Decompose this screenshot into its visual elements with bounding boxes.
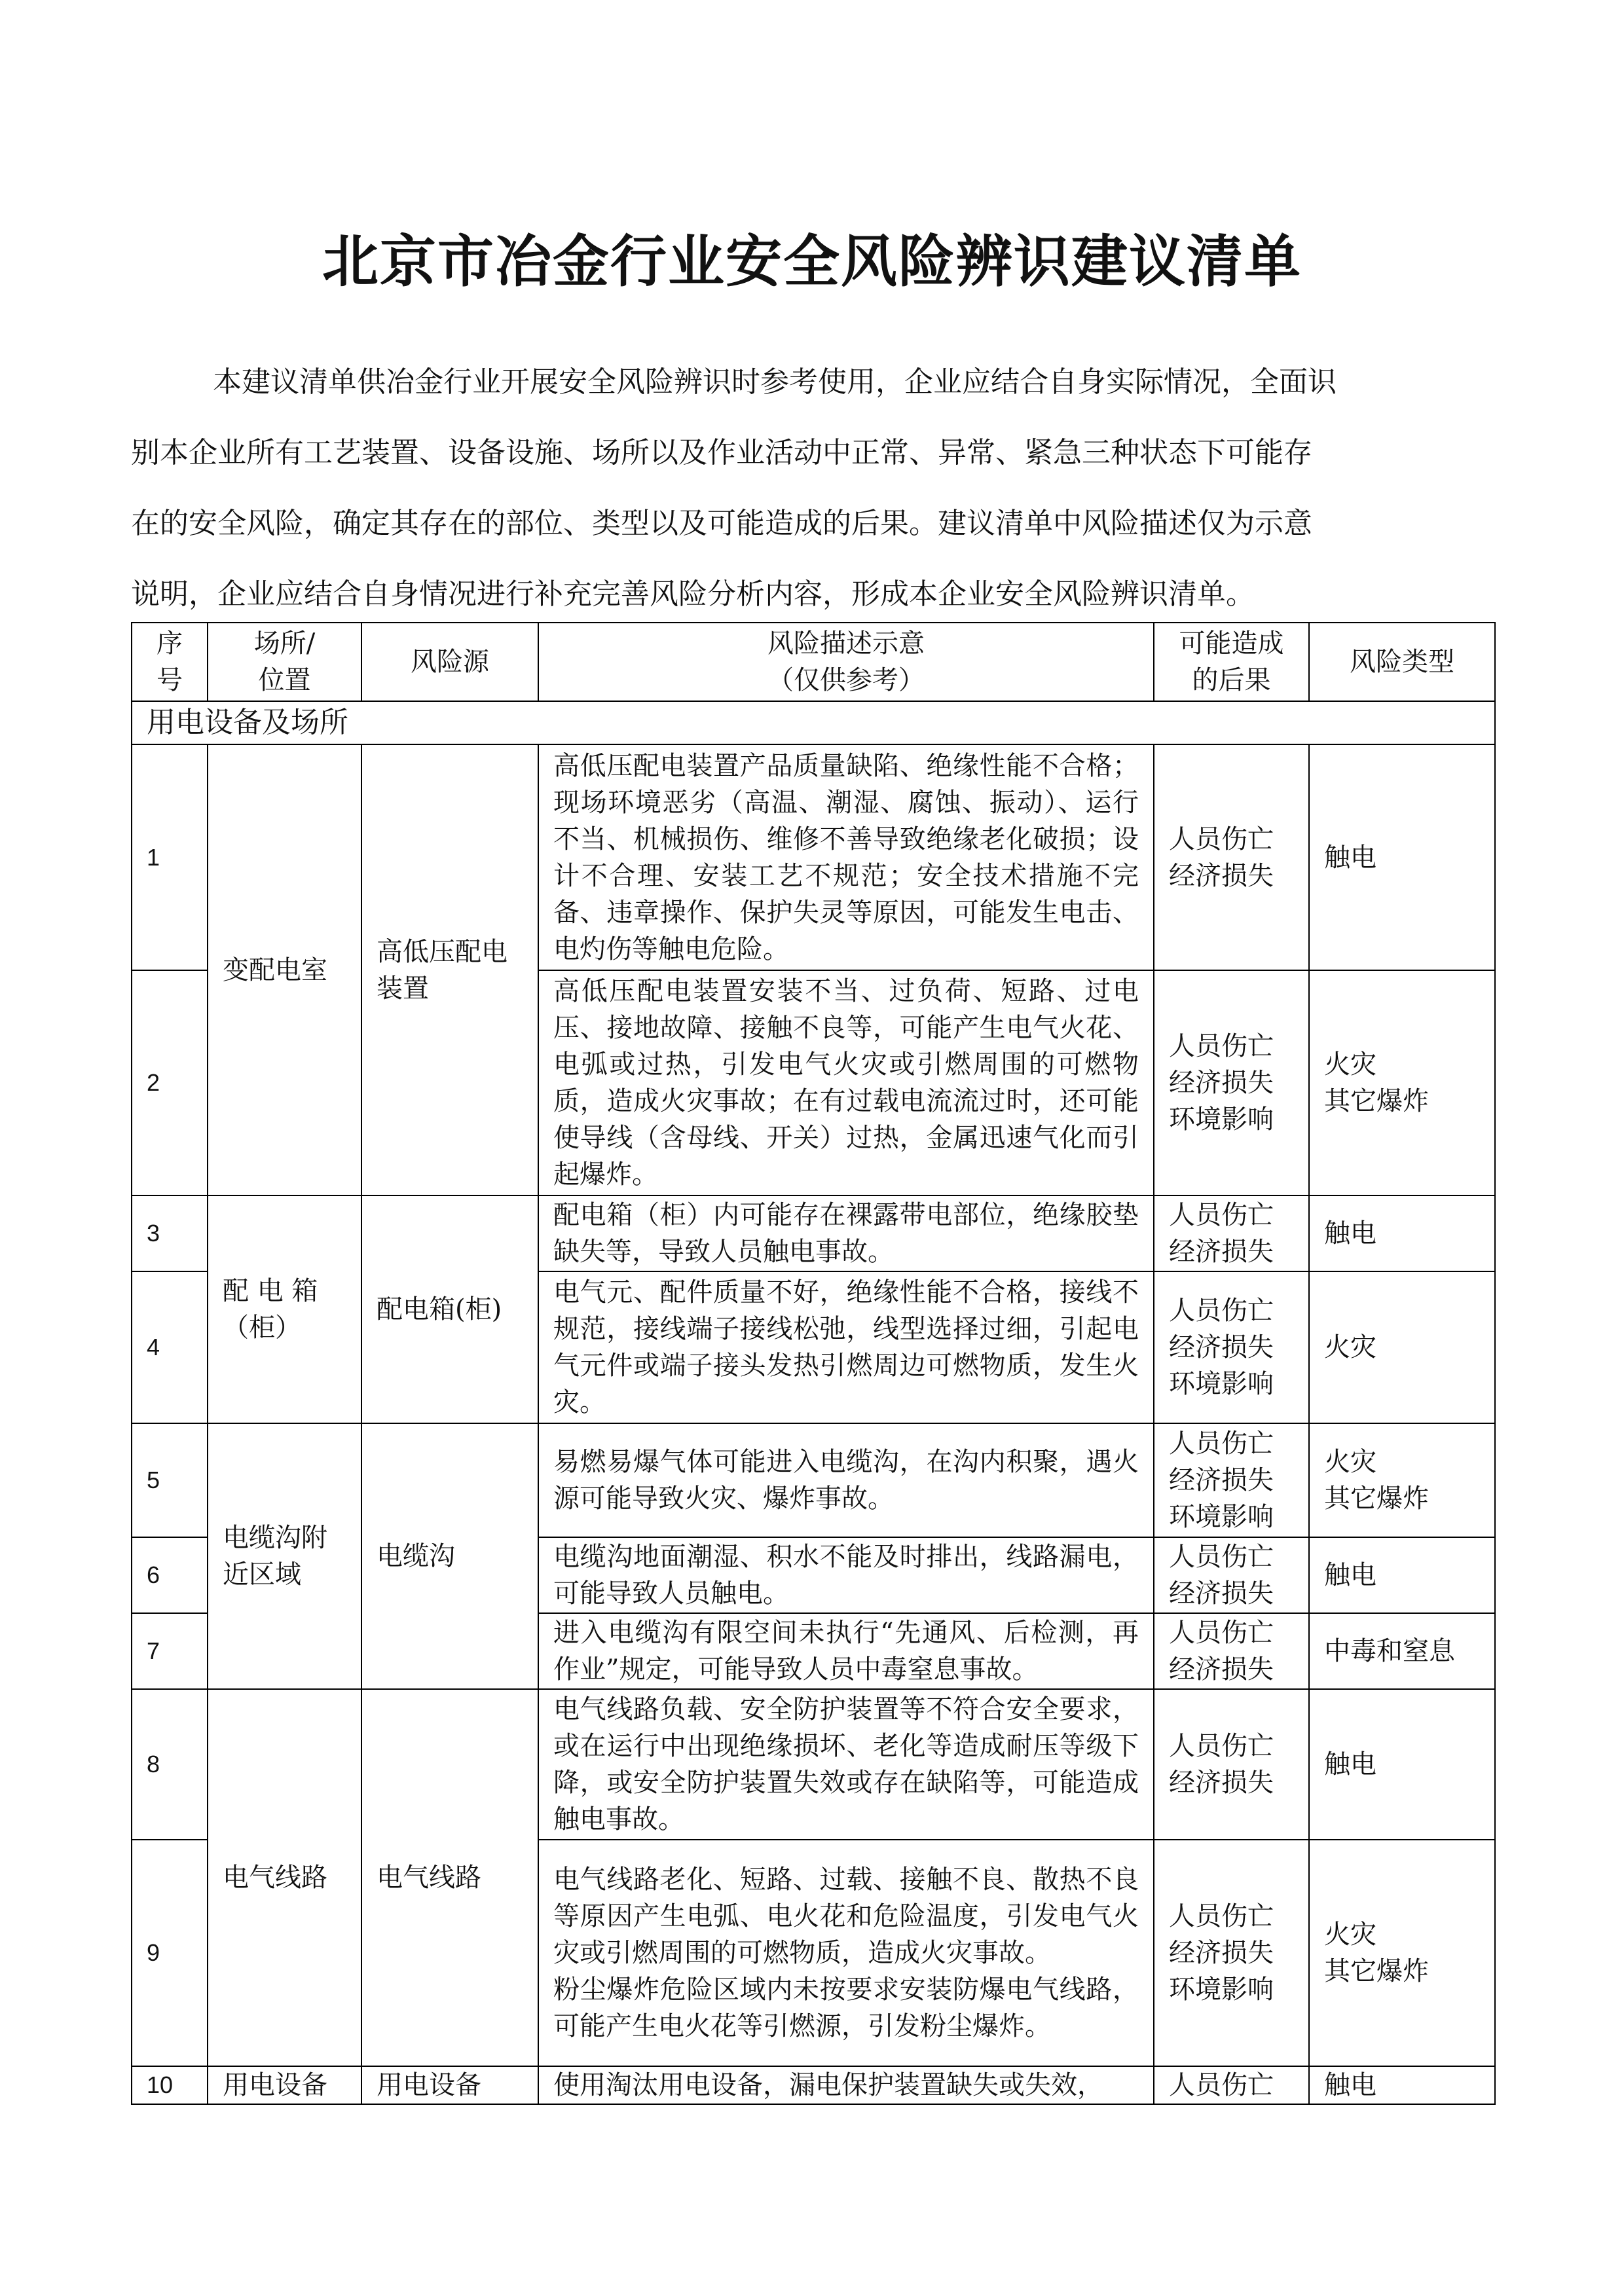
- intro-line: 在的安全风险，确定其存在的部位、类型以及可能造成的后果。建议清单中风险描述仅为示意: [131, 507, 1312, 540]
- section-title: 用电设备及场所: [132, 701, 1495, 744]
- table-row: [132, 744, 1495, 970]
- row-seq: 3: [132, 1195, 208, 1271]
- row-seq: 2: [132, 970, 208, 1195]
- row-description: 电气线路负载、安全防护装置等不符合安全要求，或在运行中出现绝缘损坏、老化等造成耐压等级下降，或安全防护装置失效或存在缺陷等，可能造成触电事故。: [538, 1689, 1154, 1840]
- table-row: [132, 1195, 1495, 1271]
- row-seq: 7: [132, 1613, 208, 1689]
- row-risk-source: 电缆沟: [361, 1423, 538, 1689]
- row-seq: 5: [132, 1423, 208, 1537]
- row-description: 配电箱（柜）内可能存在裸露带电部位，绝缘胶垫缺失等，导致人员触电事故。: [538, 1195, 1154, 1271]
- row-seq: 8: [132, 1689, 208, 1840]
- row-risk-type: 触电: [1309, 1195, 1495, 1271]
- row-consequence: 人员伤亡: [1154, 2066, 1309, 2104]
- row-risk-type: 触电: [1309, 2066, 1495, 2104]
- row-location: 配 电 箱 （柜）: [208, 1195, 361, 1423]
- row-risk-type: 火灾: [1309, 1271, 1495, 1423]
- row-risk-source: 用电设备: [361, 2066, 538, 2104]
- row-description: 高低压配电装置产品质量缺陷、绝缘性能不合格；现场环境恶劣（高温、潮湿、腐蚀、振动）、运行不当、机械损伤、维修不善导致绝缘老化破损；设计不合理、安装工艺不规范；安全技术措施不完备、违章操作、保护失灵等原因，可能发生电击、电灼伤等触电危险。: [538, 744, 1154, 970]
- row-seq: 6: [132, 1537, 208, 1613]
- row-location: 电气线路: [208, 1689, 361, 2066]
- row-description: 易燃易爆气体可能进入电缆沟，在沟内积聚，遇火源可能导致火灾、爆炸事故。: [538, 1423, 1154, 1537]
- header-risk-source: 风险源: [361, 623, 538, 701]
- row-description: 高低压配电装置安装不当、过负荷、短路、过电压、接地故障、接触不良等，可能产生电气火花、电弧或过热，引发电气火灾或引燃周围的可燃物质，造成火灾事故；在有过载电流流过时，还可能使导线（含母线、开关）过热，金属迅速气化而引起爆炸。: [538, 970, 1154, 1195]
- header-location: 场所/ 位置: [208, 623, 361, 701]
- intro-line: 别本企业所有工艺装置、设备设施、场所以及作业活动中正常、异常、紧急三种状态下可能存: [131, 436, 1312, 469]
- table-row: [132, 2066, 1495, 2104]
- document-title: 北京市冶金行业安全风险辨识建议清单: [322, 229, 1302, 295]
- row-risk-source: 配电箱(柜): [361, 1195, 538, 1423]
- header-risk-description: 风险描述示意 （仅供参考）: [538, 623, 1154, 701]
- row-risk-type: 火灾 其它爆炸: [1309, 970, 1495, 1195]
- row-consequence: 人员伤亡 经济损失 环境影响: [1154, 1840, 1309, 2066]
- row-location: 用电设备: [208, 2066, 361, 2104]
- row-risk-type: 触电: [1309, 1537, 1495, 1613]
- row-description: 进入电缆沟有限空间未执行“先通风、后检测，再作业”规定，可能导致人员中毒窒息事故。: [538, 1613, 1154, 1689]
- intro-line: 本建议清单供冶金行业开展安全风险辨识时参考使用，企业应结合自身实际情况，全面识: [213, 365, 1337, 399]
- row-consequence: 人员伤亡 经济损失 环境影响: [1154, 1423, 1309, 1537]
- row-description: 使用淘汰用电设备，漏电保护装置缺失或失效，: [538, 2066, 1154, 2104]
- header-consequence: 可能造成 的后果: [1154, 623, 1309, 701]
- row-description: 电气线路老化、短路、过载、接触不良、散热不良等原因产生电弧、电火花和危险温度，引发电气火灾或引燃周围的可燃物质，造成火灾事故。 粉尘爆炸危险区域内未按要求安装防爆电气线路，可能产生电火花等引燃源，引发粉尘爆炸。: [538, 1840, 1154, 2066]
- row-risk-type: 火灾 其它爆炸: [1309, 1840, 1495, 2066]
- row-seq: 10: [132, 2066, 208, 2104]
- row-consequence: 人员伤亡 经济损失 环境影响: [1154, 1271, 1309, 1423]
- row-consequence: 人员伤亡 经济损失: [1154, 1537, 1309, 1613]
- row-seq: 1: [132, 744, 208, 970]
- row-consequence: 人员伤亡 经济损失: [1154, 1689, 1309, 1840]
- row-consequence: 人员伤亡 经济损失: [1154, 744, 1309, 970]
- table-row: [132, 1423, 1495, 1537]
- row-risk-source: 高低压配电 装置: [361, 744, 538, 1195]
- risk-table: [131, 622, 1496, 2105]
- intro-paragraph: [131, 347, 1493, 630]
- section-row: [132, 701, 1495, 744]
- row-location: 电缆沟附 近区域: [208, 1423, 361, 1689]
- header-risk-type: 风险类型: [1309, 623, 1495, 701]
- row-risk-type: 触电: [1309, 1689, 1495, 1840]
- header-seq: 序 号: [132, 623, 208, 701]
- row-location: 变配电室: [208, 744, 361, 1195]
- intro-line: 说明，企业应结合自身情况进行补充完善风险分析内容，形成本企业安全风险辨识清单。: [131, 577, 1255, 611]
- row-risk-source: 电气线路: [361, 1689, 538, 2066]
- table-row: [132, 1689, 1495, 1840]
- row-seq: 4: [132, 1271, 208, 1423]
- row-description: 电缆沟地面潮湿、积水不能及时排出，线路漏电，可能导致人员触电。: [538, 1537, 1154, 1613]
- row-seq: 9: [132, 1840, 208, 2066]
- row-risk-type: 中毒和窒息: [1309, 1613, 1495, 1689]
- row-consequence: 人员伤亡 经济损失: [1154, 1613, 1309, 1689]
- row-description: 电气元、配件质量不好，绝缘性能不合格，接线不规范，接线端子接线松弛，线型选择过细，引起电气元件或端子接头发热引燃周边可燃物质，发生火灾。: [538, 1271, 1154, 1423]
- row-risk-type: 触电: [1309, 744, 1495, 970]
- table-header-row: [132, 623, 1495, 701]
- row-risk-type: 火灾 其它爆炸: [1309, 1423, 1495, 1537]
- row-consequence: 人员伤亡 经济损失: [1154, 1195, 1309, 1271]
- row-consequence: 人员伤亡 经济损失 环境影响: [1154, 970, 1309, 1195]
